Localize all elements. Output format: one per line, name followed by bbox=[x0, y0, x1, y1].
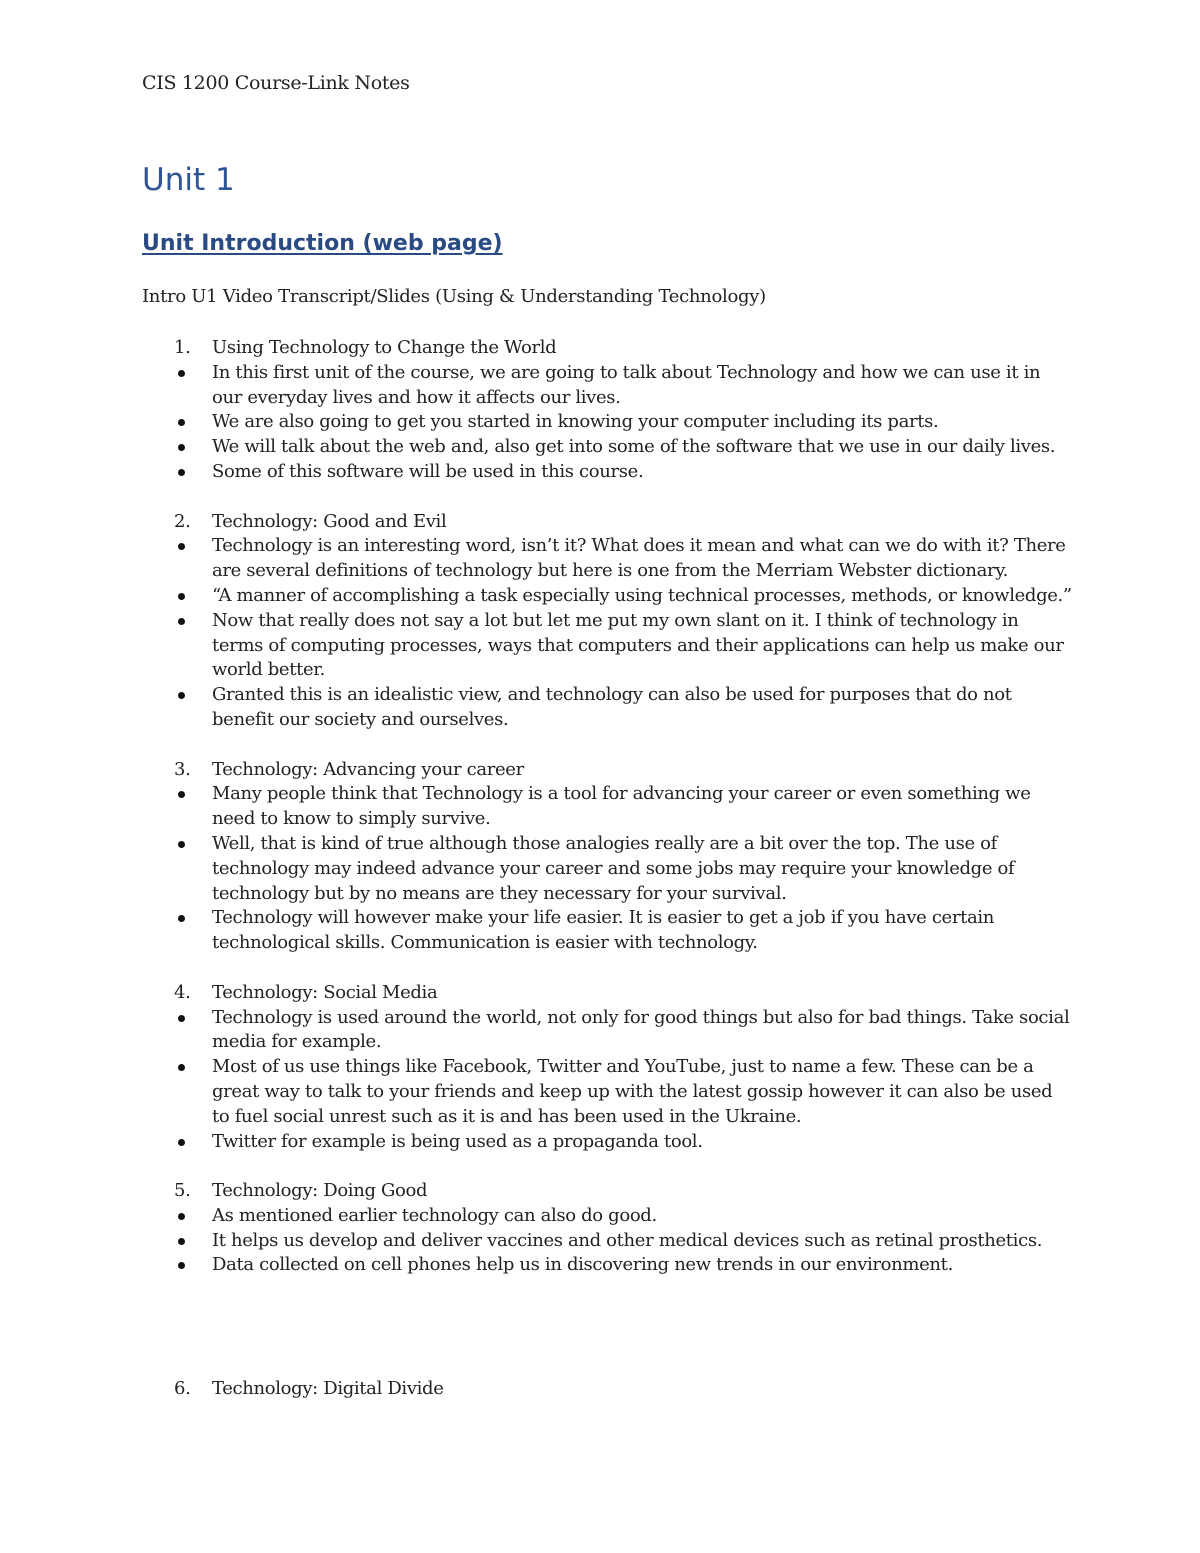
section-heading-text: Using Technology to Change the World bbox=[212, 337, 557, 358]
bullet-text: Now that really does not say a lot but let me put my own slant on it. I think of technology in terms of computing processes, ways that computers and their applications can help us make our world better. bbox=[212, 609, 1064, 681]
bullet-dot-icon bbox=[178, 543, 185, 550]
section-title-link[interactable]: Unit Introduction (web page) bbox=[142, 231, 503, 256]
bullet-text: Technology is an interesting word, isn’t it? What does it mean and what can we do with it? There are several definitions of technology but here is one from the Merriam Webster dictionary. bbox=[212, 535, 1066, 582]
bullet-text: Most of us use things like Facebook, Twitter and YouTube, just to name a few. These can be a great way to talk to your friends and keep up with the latest gossip however it can also be used to fuel social unrest such as it is and has been used in the Ukraine. bbox=[212, 1056, 1053, 1127]
section-spacer bbox=[142, 733, 1072, 758]
section-number: 3. bbox=[174, 758, 191, 780]
section-number: 1. bbox=[174, 337, 191, 358]
notes-body bbox=[142, 336, 1072, 1402]
section-spacer bbox=[142, 1154, 1072, 1179]
numbered-section bbox=[142, 981, 1072, 1155]
bullet-text: Some of this software will be used in this course. bbox=[212, 460, 644, 482]
bullet-item bbox=[142, 584, 1072, 609]
section-number: 4. bbox=[174, 981, 191, 1003]
bullet-text: Granted this is an idealistic view, and technology can also be used for purposes that do not benefit our society and ourselves. bbox=[212, 684, 1012, 730]
bullet-item bbox=[142, 683, 1072, 733]
bullet-item bbox=[142, 361, 1072, 411]
section-spacer bbox=[142, 956, 1072, 981]
bullet-dot-icon bbox=[178, 791, 185, 798]
bullet-text: In this first unit of the course, we are going to talk about Technology and how we can use it in our everyday lives and how it affects our lives. bbox=[212, 361, 1041, 408]
bullet-dot-icon bbox=[178, 1015, 185, 1022]
bullet-item bbox=[142, 435, 1072, 460]
numbered-section bbox=[142, 510, 1072, 733]
bullet-text: We will talk about the web and, also get into some of the software that we use in our daily lives. bbox=[212, 436, 1056, 458]
bullet-dot-icon bbox=[178, 1064, 185, 1071]
bullet-dot-icon bbox=[178, 841, 185, 848]
bullet-item bbox=[142, 609, 1072, 683]
bullet-item bbox=[142, 1130, 1072, 1155]
numbered-section bbox=[142, 1179, 1072, 1278]
bullet-item bbox=[142, 410, 1072, 435]
bullet-item bbox=[142, 1204, 1072, 1229]
bullet-text: Technology will however make your life easier. It is easier to get a job if you have certain technological skills. Communication is easier with technology. bbox=[212, 907, 995, 954]
section-heading bbox=[142, 981, 1072, 1006]
bullet-text: “A manner of accomplishing a task especially using technical processes, methods, or knowledge.” bbox=[212, 584, 1072, 606]
numbered-section bbox=[142, 336, 1072, 485]
section-spacer bbox=[142, 1278, 1072, 1377]
bullet-text: Data collected on cell phones help us in discovering new trends in our environment. bbox=[212, 1254, 953, 1276]
document-header: CIS 1200 Course-Link Notes bbox=[142, 72, 410, 94]
bullet-list bbox=[142, 1006, 1072, 1155]
bullet-item bbox=[142, 1006, 1072, 1056]
numbered-section bbox=[142, 758, 1072, 956]
bullet-list bbox=[142, 534, 1072, 732]
bullet-item bbox=[142, 1253, 1072, 1278]
bullet-text: Twitter for example is being used as a propaganda tool. bbox=[212, 1130, 703, 1152]
bullet-dot-icon bbox=[178, 444, 185, 451]
section-heading-text: Technology: Social Media bbox=[212, 981, 438, 1003]
bullet-dot-icon bbox=[178, 370, 185, 377]
section-heading bbox=[142, 1377, 1072, 1402]
bullet-dot-icon bbox=[178, 469, 185, 476]
section-heading bbox=[142, 1179, 1072, 1204]
bullet-dot-icon bbox=[178, 618, 185, 625]
bullet-text: Technology is used around the world, not only for good things but also for bad things. Take social media for example. bbox=[212, 1006, 1070, 1053]
section-heading bbox=[142, 510, 1072, 535]
bullet-dot-icon bbox=[178, 593, 185, 600]
bullet-item bbox=[142, 460, 1072, 485]
bullet-dot-icon bbox=[178, 1262, 185, 1269]
section-number: 6. bbox=[174, 1378, 191, 1400]
bullet-list bbox=[142, 1204, 1072, 1278]
bullet-dot-icon bbox=[178, 1139, 185, 1146]
section-heading-text: Technology: Doing Good bbox=[212, 1180, 428, 1202]
section-heading-text: Technology: Advancing your career bbox=[212, 758, 524, 780]
numbered-section bbox=[142, 1377, 1072, 1402]
bullet-item bbox=[142, 534, 1072, 584]
bullet-list bbox=[142, 361, 1072, 485]
section-number: 2. bbox=[174, 510, 191, 532]
bullet-dot-icon bbox=[178, 692, 185, 699]
section-heading bbox=[142, 758, 1072, 783]
section-heading bbox=[142, 336, 1072, 361]
bullet-text: We are also going to get you started in knowing your computer including its parts. bbox=[212, 411, 939, 433]
bullet-text: Many people think that Technology is a tool for advancing your career or even something we need to know to simply survive. bbox=[212, 783, 1031, 830]
section-spacer bbox=[142, 485, 1072, 510]
unit-title: Unit 1 bbox=[142, 162, 235, 198]
bullet-text: As mentioned earlier technology can also do good. bbox=[212, 1204, 657, 1226]
bullet-item bbox=[142, 1055, 1072, 1129]
bullet-dot-icon bbox=[178, 419, 185, 426]
section-heading-text: Technology: Good and Evil bbox=[212, 510, 447, 532]
bullet-text: It helps us develop and deliver vaccines and other medical devices such as retinal prosthetics. bbox=[212, 1229, 1043, 1251]
bullet-list bbox=[142, 782, 1072, 956]
section-heading-text: Technology: Digital Divide bbox=[212, 1378, 444, 1400]
bullet-text: Well, that is kind of true although those analogies really are a bit over the top. The use of technology may indeed advance your career and some jobs may require your knowledge of technology but by no means are they necessary for your survival. bbox=[212, 832, 1015, 904]
bullet-dot-icon bbox=[178, 1213, 185, 1220]
section-number: 5. bbox=[174, 1180, 191, 1202]
bullet-item bbox=[142, 782, 1072, 832]
bullet-item bbox=[142, 832, 1072, 906]
bullet-item bbox=[142, 1229, 1072, 1254]
bullet-item bbox=[142, 906, 1072, 956]
intro-line: Intro U1 Video Transcript/Slides (Using & Understanding Technology) bbox=[142, 286, 766, 307]
bullet-dot-icon bbox=[178, 915, 185, 922]
bullet-dot-icon bbox=[178, 1238, 185, 1245]
